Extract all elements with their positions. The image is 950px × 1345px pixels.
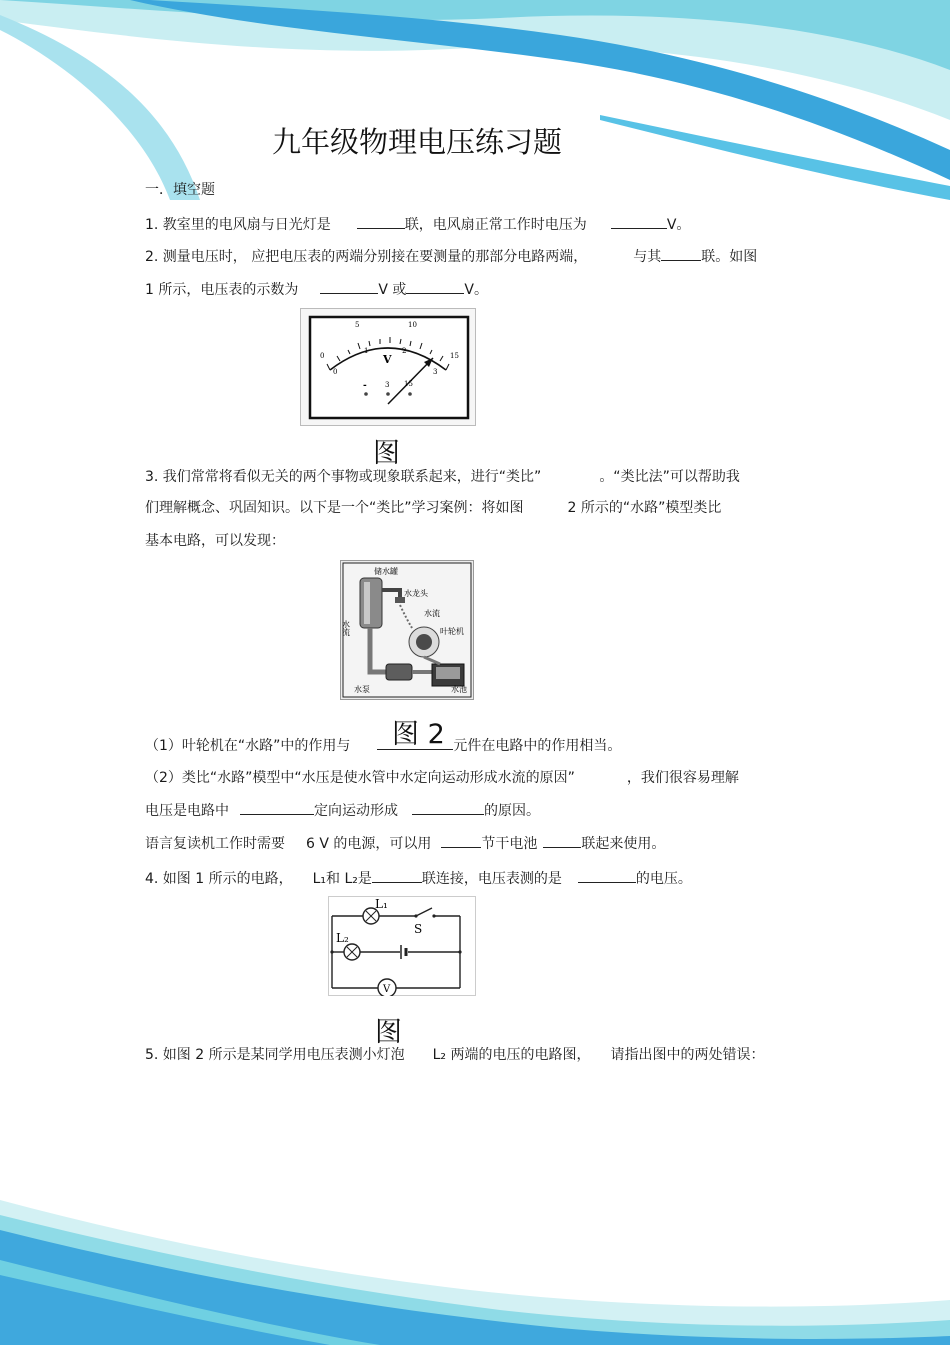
q3-text-c: 们理解概念、巩固知识。以下是一个“类比”学习案例：将如图 (145, 500, 524, 516)
q4-text-a: 4. 如图 1 所示的电路， (145, 871, 293, 887)
unit-label: V (383, 353, 392, 366)
label-flow-right: 水流 (424, 609, 440, 618)
question-5 (145, 1045, 765, 1065)
section-heading: 一．填空题 (145, 182, 215, 198)
q3-4-text-d: 联起来使用。 (581, 836, 666, 852)
q2-text-b: 与其 (633, 249, 662, 265)
q2-text-d: 1 所示，电压表的示数为 (145, 282, 299, 298)
voltmeter-figure (300, 308, 476, 426)
label-flow-left: 水流 (341, 620, 351, 636)
scale-top-10: 10 (408, 321, 417, 329)
question-3-2 (145, 768, 739, 788)
label-voltmeter: V (383, 984, 391, 995)
bottom-wave-decoration (0, 1160, 950, 1345)
q3-3-blank-1[interactable] (240, 800, 314, 815)
figure-2-caption: 图 2 (392, 719, 445, 750)
q5-text-a: 5. 如图 2 所示是某同学用电压表测小灯泡 (145, 1047, 405, 1063)
q2-text-f: V。 (464, 282, 488, 298)
q2-blank-3[interactable] (406, 279, 464, 294)
q4-text-c: 联连接，电压表测的是 (421, 871, 562, 887)
q3-3-text-a: 电压是电路中 (145, 803, 229, 819)
q3-2-text-b: ，我们很容易理解 (626, 770, 739, 786)
q2-blank-1[interactable] (661, 246, 701, 261)
question-3-line-2 (145, 498, 721, 518)
label-tank: 储水罐 (374, 567, 398, 576)
question-1 (145, 214, 690, 235)
label-switch: S (414, 922, 423, 936)
q3-4-text-c: 节干电池 (481, 836, 538, 852)
question-2-line-1 (145, 246, 757, 267)
label-turbine: 叶轮机 (440, 627, 464, 636)
terminal-15: 15 (404, 380, 413, 388)
q4-blank-2[interactable] (578, 868, 636, 883)
q4-text-b: L₁和 L₂是 (312, 871, 372, 887)
figure-1-caption: 图 (373, 438, 400, 469)
label-pool: 水池 (451, 685, 467, 694)
q3-3-blank-2[interactable] (412, 800, 484, 815)
question-2-line-2 (145, 279, 488, 300)
figure-3-caption: 图 (375, 1017, 402, 1048)
q4-text-d: 的电压。 (635, 871, 692, 887)
circuit-figure (328, 896, 476, 996)
q3-1-blank[interactable] (377, 735, 453, 750)
question-3-1 (145, 735, 621, 756)
q3-2-text-a: （2）类比“水路”模型中“水压是使水管中水定向运动形成水流的原因” (145, 770, 575, 786)
q2-text-e: V 或 (378, 282, 407, 298)
question-3-4 (145, 833, 665, 854)
label-l2: L₂ (336, 931, 349, 945)
scale-bottom-1: 1 (364, 347, 369, 355)
question-3-line-1 (145, 467, 740, 487)
q3-text-a: 3. 我们常常将看似无关的两个事物或现象联系起来，进行“类比” (145, 469, 542, 485)
page-title: 九年级物理电压练习题 (272, 125, 563, 159)
q1-blank-2[interactable] (611, 214, 667, 229)
q2-text-c: 联。如图 (701, 249, 758, 265)
q3-1-text-a: （1）叶轮机在“水路”中的作用与 (145, 738, 351, 754)
q1-blank-1[interactable] (357, 214, 405, 229)
q3-4-blank-2[interactable] (543, 833, 581, 848)
water-circuit-figure (340, 560, 474, 700)
question-4 (145, 868, 692, 889)
scale-bottom-2: 2 (402, 347, 407, 355)
q1-text-b: 联，电风扇正常工作时电压为 (404, 217, 587, 233)
q3-1-text-b: 元件在电路中的作用相当。 (453, 738, 622, 754)
label-pump: 水泵 (354, 685, 370, 694)
q3-4-blank-1[interactable] (441, 833, 481, 848)
q4-blank-1[interactable] (372, 868, 422, 883)
q3-text-b: 。“类比法”可以帮助我 (599, 469, 740, 485)
top-wave-decoration (0, 0, 950, 200)
q2-blank-2[interactable] (320, 279, 378, 294)
q2-text-a: 2. 测量电压时， 应把电压表的两端分别接在要测量的那部分电路两端， (145, 249, 588, 265)
scale-top-5: 5 (355, 321, 360, 329)
label-l1: L₁ (375, 897, 388, 911)
label-tap: 水龙头 (404, 589, 428, 598)
q3-3-text-b: 定向运动形成 (314, 803, 398, 819)
question-3-line-3: 基本电路，可以发现： (145, 533, 285, 549)
scale-top-15: 15 (450, 352, 459, 360)
q3-4-text-a: 语言复读机工作时需要 (145, 836, 285, 852)
q3-4-text-b: 6 V 的电源，可以用 (306, 836, 432, 852)
q3-3-text-c: 的原因。 (484, 803, 540, 819)
question-3-3 (145, 800, 540, 821)
q1-text-c: V。 (666, 217, 691, 233)
q1-text-a: 1. 教室里的电风扇与日光灯是 (145, 217, 331, 233)
scale-bottom-0: 0 (333, 368, 338, 376)
terminal-minus: - (363, 381, 367, 391)
scale-top-0: 0 (320, 352, 325, 360)
q5-text-c: 请指出图中的两处错误： (610, 1047, 765, 1063)
q3-text-d: 2 所示的“水路”模型类比 (567, 500, 722, 516)
scale-bottom-3: 3 (433, 368, 438, 376)
terminal-3: 3 (385, 381, 390, 389)
q5-text-b: L₂ 两端的电压的电路图， (432, 1047, 591, 1063)
